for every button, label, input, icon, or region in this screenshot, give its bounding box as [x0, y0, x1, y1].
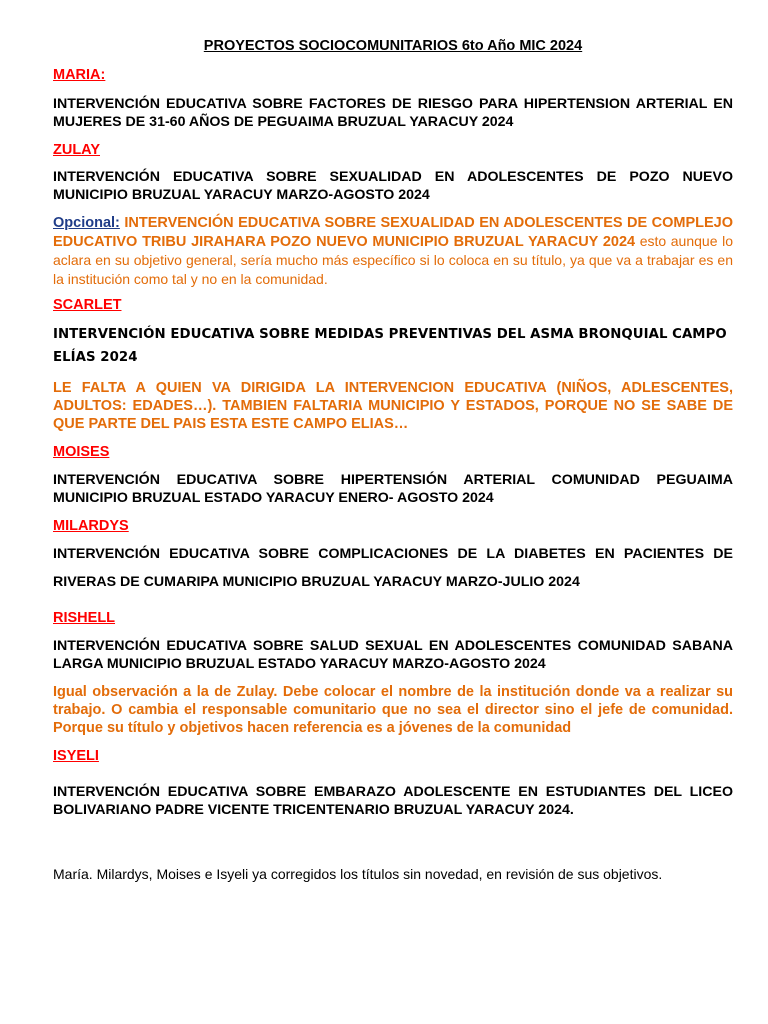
project-title-rishell: INTERVENCIÓN EDUCATIVA SOBRE SALUD SEXUAL EN ADOLESCENTES COMUNIDAD SABANA LARGA MUNICIPIO BRUZUAL ESTADO YARACUY MARZO-AGOSTO 2024 [53, 638, 733, 672]
student-name-isyeli: ISYELI [53, 748, 99, 764]
project-title-isyeli: INTERVENCIÓN EDUCATIVA SOBRE EMBARAZO ADOLESCENTE EN ESTUDIANTES DEL LICEO BOLIVARIANO PADRE VICENTE TRICENTENARIO BRUZUAL YARACUY 2024. [53, 784, 733, 818]
student-name-rishell: RISHELL [53, 610, 116, 626]
student-name-moises: MOISES [53, 444, 110, 460]
project-title-milardys: INTERVENCIÓN EDUCATIVA SOBRE COMPLICACIONES DE LA DIABETES EN PACIENTES DE RIVERAS DE CUMARIPA MUNICIPIO BRUZUAL YARACUY MARZO-JULIO 2024 [53, 546, 733, 590]
document-title: PROYECTOS SOCIOCOMUNITARIOS 6to Año MIC 2024 [203, 38, 583, 54]
footer-note: María. Milardys, Moises e Isyeli ya corregidos los títulos sin novedad, en revisión de sus objetivos. [53, 866, 663, 882]
optional-title-zulay [53, 214, 733, 289]
student-name-scarlet: SCARLET [53, 297, 122, 313]
student-name-milardys: MILARDYS [53, 518, 129, 534]
student-name-zulay: ZULAY [53, 142, 100, 158]
project-title-scarlet: INTERVENCIÓN EDUCATIVA SOBRE MEDIDAS PREVENTIVAS DEL ASMA BRONQUIAL CAMPO ELÍAS 2024 [53, 327, 727, 365]
project-title-moises: INTERVENCIÓN EDUCATIVA SOBRE HIPERTENSIÓN ARTERIAL COMUNIDAD PEGUAIMA MUNICIPIO BRUZUAL ESTADO YARACUY ENERO- AGOSTO 2024 [53, 472, 733, 506]
optional-title-text: INTERVENCIÓN EDUCATIVA SOBRE SEXUALIDAD EN ADOLESCENTES DE COMPLEJO EDUCATIVO TRIBU JIRAHARA POZO NUEVO MUNICIPIO BRUZUAL YARACUY 2024 [53, 215, 733, 250]
optional-label: Opcional: [53, 215, 120, 231]
project-title-zulay: INTERVENCIÓN EDUCATIVA SOBRE SEXUALIDAD EN ADOLESCENTES DE POZO NUEVO MUNICIPIO BRUZUAL YARACUY MARZO-AGOSTO 2024 [53, 169, 733, 203]
observation-rishell: Igual observación a la de Zulay. Debe colocar el nombre de la institución donde va a realizar su trabajo. O cambia el responsable comunitario que no sea el director sino el jefe de comunidad. Porque su título y objetivos hacen referencia es a jóvenes de la comunidad [53, 684, 733, 736]
optional-note: esto aunque lo aclara en su objetivo general, sería mucho más específico si lo coloca en su título, ya que va a trabajar es en la institución como tal y no en la comunidad. [53, 233, 733, 287]
project-title-maria: INTERVENCIÓN EDUCATIVA SOBRE FACTORES DE RIESGO PARA HIPERTENSION ARTERIAL EN MUJERES DE 31-60 AÑOS DE PEGUAIMA BRUZUAL YARACUY 2024 [53, 96, 733, 130]
student-name-maria: MARIA: [53, 67, 106, 83]
observation-scarlet: LE FALTA A QUIEN VA DIRIGIDA LA INTERVENCION EDUCATIVA (NIÑOS, ADLESCENTES, ADULTOS: EDADES…). TAMBIEN FALTARIA MUNICIPIO Y ESTADOS, PORQUE NO SE SABE DE QUE PARTE DEL PAIS ESTA ESTE CAMPO ELIAS… [53, 380, 733, 432]
